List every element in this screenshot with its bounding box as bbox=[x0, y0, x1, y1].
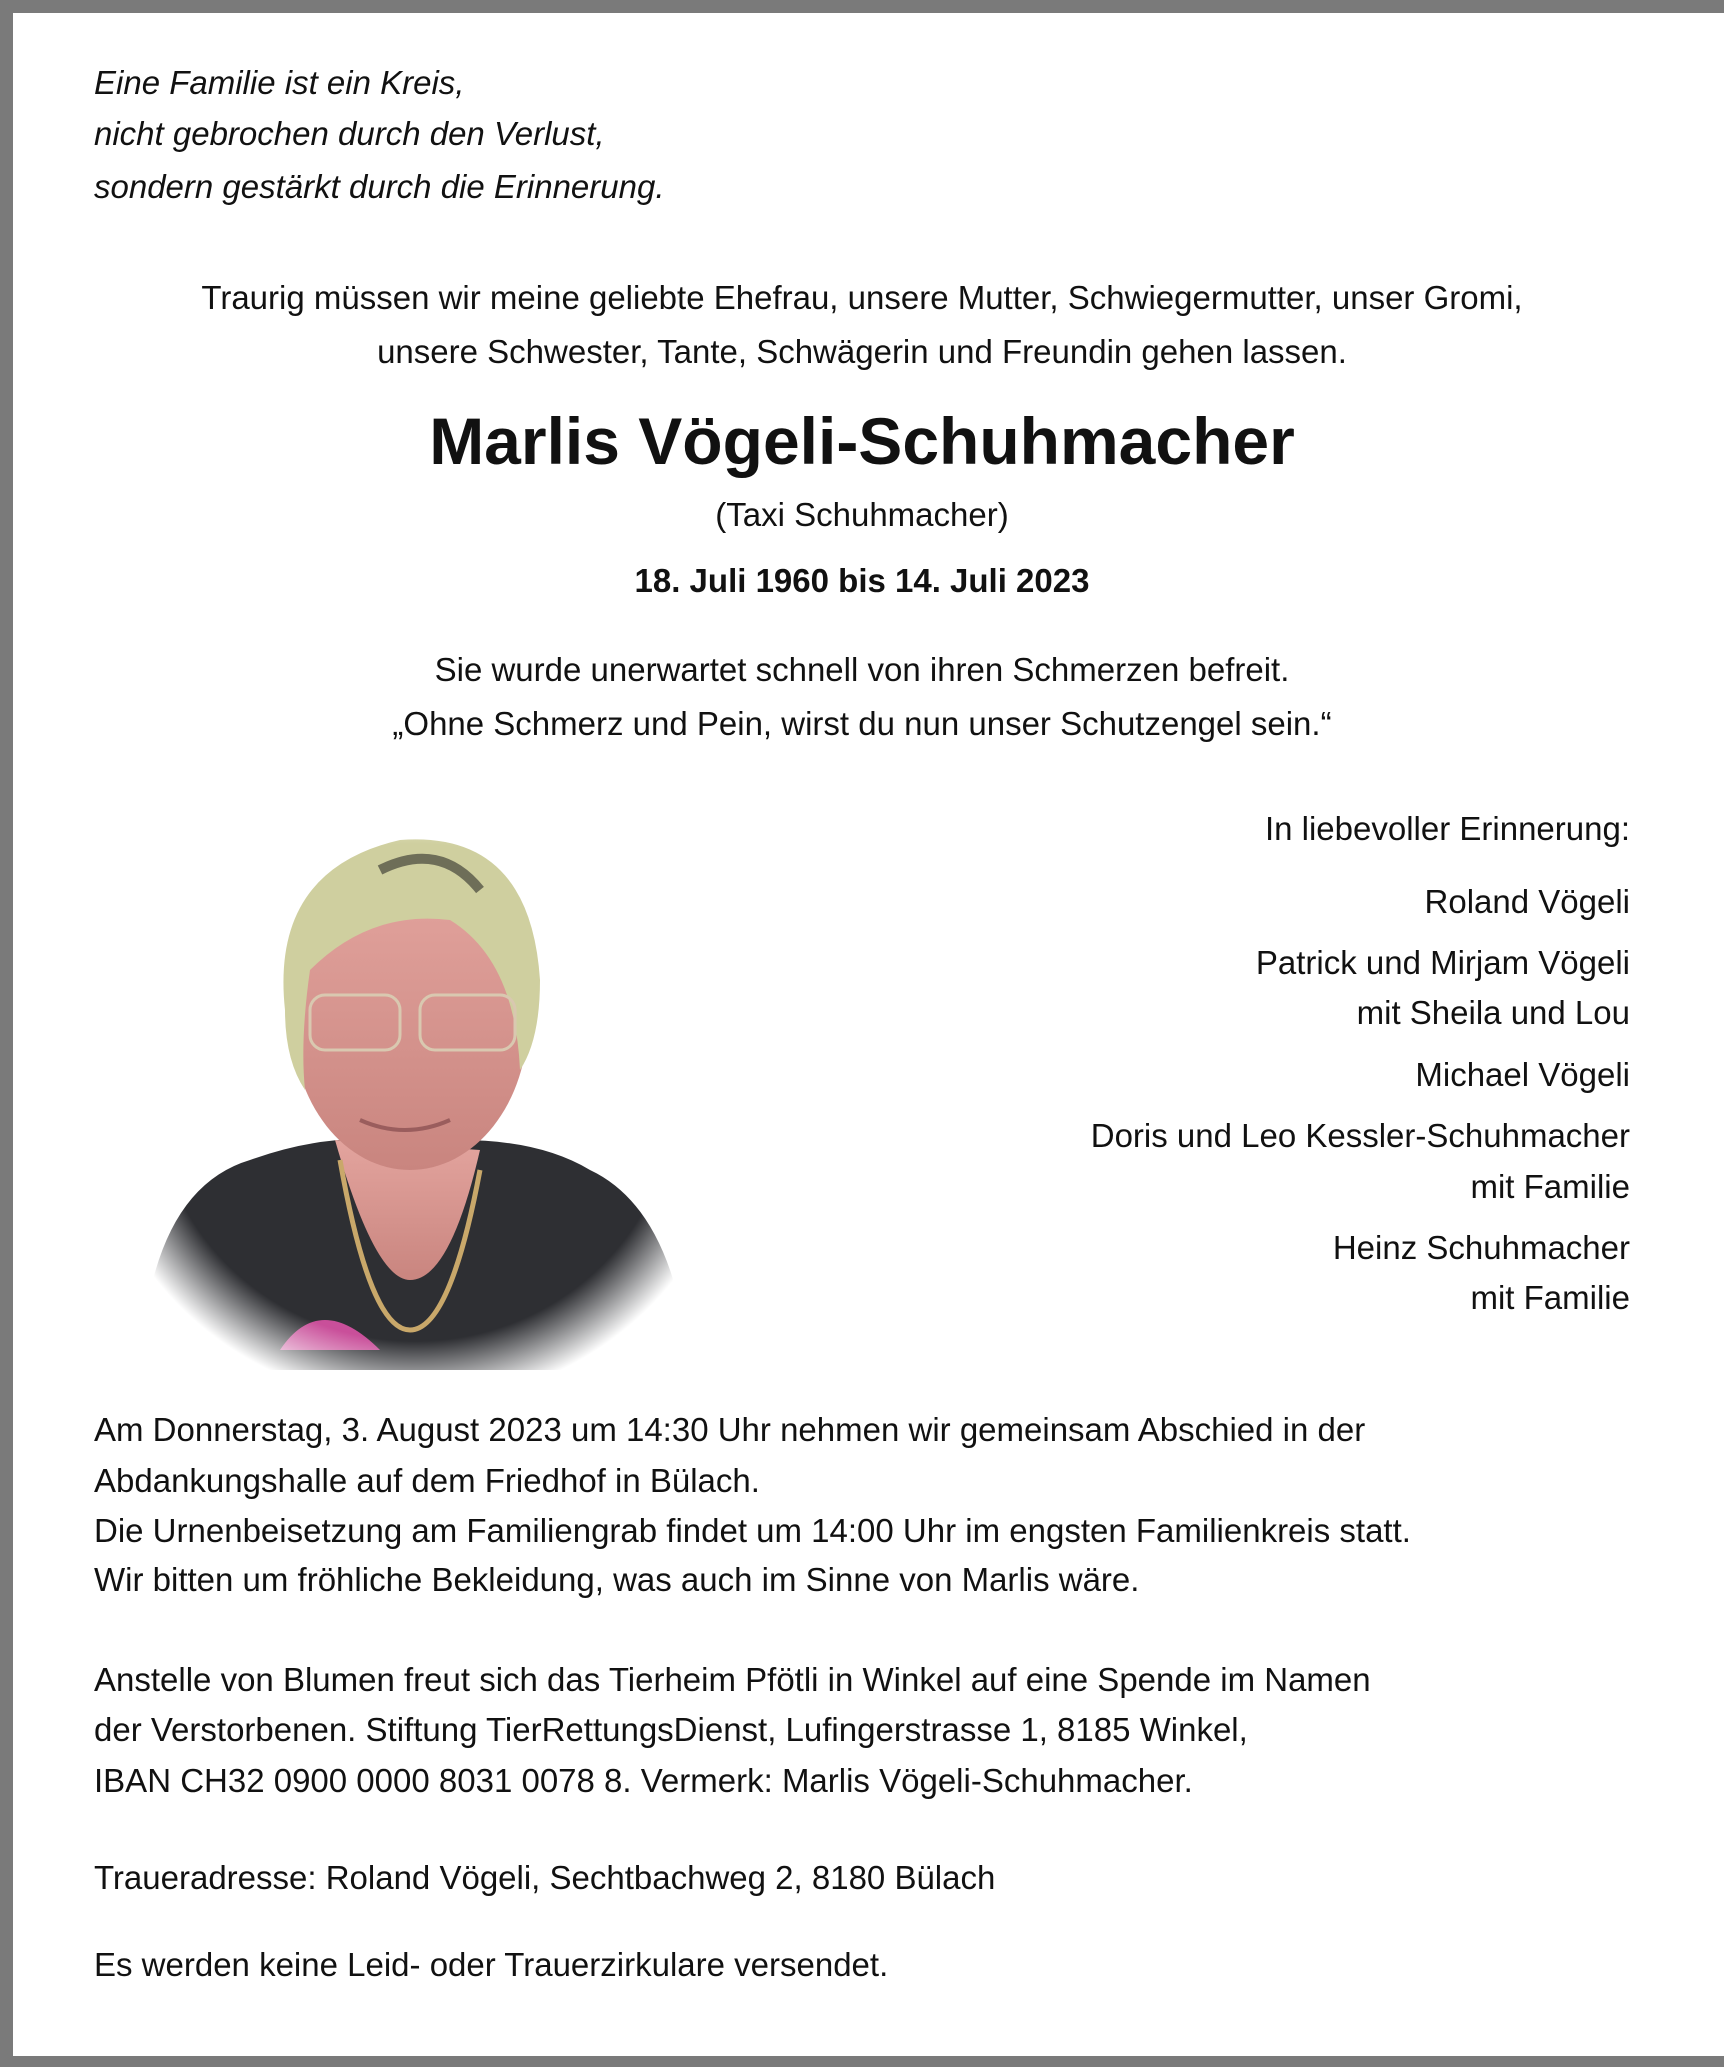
mourner-line: Roland Vögeli bbox=[1424, 883, 1630, 920]
deceased-name: Marlis Vögeli-Schuhmacher bbox=[429, 404, 1295, 478]
ceremony-line: Abdankungshalle auf dem Friedhof in Bülach. bbox=[94, 1462, 760, 1499]
portrait-photo bbox=[120, 810, 710, 1375]
quote-line: „Ohne Schmerz und Pein, wirst du nun unser Schutzengel sein.“ bbox=[392, 705, 1332, 742]
mourner-line: mit Familie bbox=[1470, 1168, 1630, 1205]
ceremony-line: Wir bitten um fröhliche Bekleidung, was auch im Sinne von Marlis wäre. bbox=[94, 1561, 1140, 1598]
ceremony-line: Die Urnenbeisetzung am Familiengrab findet um 14:00 Uhr im engsten Familienkreis statt. bbox=[94, 1512, 1411, 1549]
quote-line: Sie wurde unerwartet schnell von ihren Schmerzen befreit. bbox=[434, 651, 1290, 688]
motto-line: sondern gestärkt durch die Erinnerung. bbox=[94, 168, 665, 205]
mourner-line: Heinz Schuhmacher bbox=[1332, 1229, 1630, 1266]
donation-line: Anstelle von Blumen freut sich das Tierheim Pfötli in Winkel auf eine Spende im Namen bbox=[94, 1661, 1371, 1698]
motto-line: Eine Familie ist ein Kreis, bbox=[94, 64, 465, 101]
motto-line: nicht gebrochen durch den Verlust, bbox=[94, 115, 605, 152]
intro-line: Traurig müssen wir meine geliebte Ehefrau, unsere Mutter, Schwiegermutter, unser Gromi, bbox=[201, 279, 1523, 316]
circular-notice: Es werden keine Leid- oder Trauerzirkulare versendet. bbox=[94, 1946, 889, 1983]
mourner-line: Patrick und Mirjam Vögeli bbox=[1255, 944, 1630, 981]
mourner-line: Michael Vögeli bbox=[1415, 1056, 1630, 1093]
life-dates: 18. Juli 1960 bis 14. Juli 2023 bbox=[634, 562, 1090, 599]
donation-line: der Verstorbenen. Stiftung TierRettungsDienst, Lufingerstrasse 1, 8185 Winkel, bbox=[94, 1711, 1248, 1748]
ceremony-line: Am Donnerstag, 3. August 2023 um 14:30 Uhr nehmen wir gemeinsam Abschied in der bbox=[94, 1411, 1366, 1448]
donation-line: IBAN CH32 0900 0000 8031 0078 8. Vermerk: Marlis Vögeli-Schuhmacher. bbox=[94, 1762, 1193, 1799]
mourning-address: Traueradresse: Roland Vögeli, Sechtbachweg 2, 8180 Bülach bbox=[94, 1859, 996, 1896]
intro-line: unsere Schwester, Tante, Schwägerin und Freundin gehen lassen. bbox=[377, 333, 1347, 370]
deceased-nickname: (Taxi Schuhmacher) bbox=[715, 496, 1009, 533]
mourner-line: mit Familie bbox=[1470, 1279, 1630, 1316]
mourner-line: mit Sheila und Lou bbox=[1356, 994, 1630, 1031]
mourner-line: Doris und Leo Kessler-Schuhmacher bbox=[1090, 1117, 1630, 1154]
mourners-heading: In liebevoller Erinnerung: bbox=[1264, 810, 1630, 847]
